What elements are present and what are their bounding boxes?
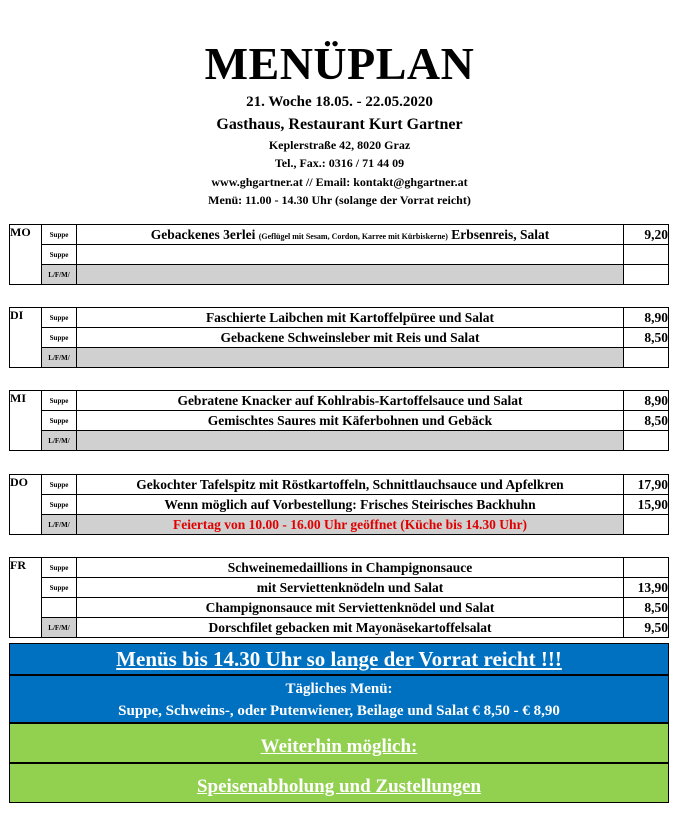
row-label: L/F/M/ <box>42 265 77 285</box>
page-title: MENÜPLAN <box>204 38 475 89</box>
day-table-fr <box>9 557 669 638</box>
dish-price <box>624 245 669 265</box>
table-row <box>10 225 669 245</box>
dish-price: 8,90 <box>624 308 669 328</box>
menu-notice-text: Menüs bis 14.30 Uhr so lange der Vorrat reicht !!! <box>116 647 562 671</box>
row-label: Suppe <box>42 308 77 328</box>
dish-description: Faschierte Laibchen mit Kartoffelpüree und Salat <box>77 308 624 328</box>
day-label: MO <box>10 225 42 285</box>
dish-price: 15,90 <box>624 495 669 515</box>
table-row <box>10 245 669 265</box>
table-row <box>10 411 669 431</box>
dish-price: 8,90 <box>624 391 669 411</box>
restaurant-name: Gasthaus, Restaurant Kurt Gartner <box>216 116 463 133</box>
dish-description: Gebackene Schweinsleber mit Reis und Salat <box>77 328 624 348</box>
table-row <box>10 265 669 285</box>
row-label: Suppe <box>42 225 77 245</box>
dish-price: 8,50 <box>624 411 669 431</box>
row-label: Suppe <box>42 558 77 578</box>
dish-price <box>624 431 669 451</box>
dish-price: 9,50 <box>624 618 669 638</box>
menu-notice-banner <box>9 643 669 675</box>
dish-price: 8,50 <box>624 598 669 618</box>
pickup-banner <box>9 763 669 803</box>
row-label: Suppe <box>42 245 77 265</box>
row-label: Suppe <box>42 495 77 515</box>
dish-description: Schweinemedaillions in Champignonsauce <box>77 558 624 578</box>
dish-price <box>624 515 669 535</box>
day-label: MI <box>10 391 42 451</box>
row-label: Suppe <box>42 391 77 411</box>
table-row <box>10 515 669 535</box>
dish-description: Dorschfilet gebacken mit Mayonäsekartoffelsalat <box>77 618 624 638</box>
dish-price: 8,50 <box>624 328 669 348</box>
web-email[interactable]: www.ghgartner.at // Email: kontakt@ghgartner.at <box>211 175 468 189</box>
day-label: DI <box>10 308 42 368</box>
table-row <box>10 308 669 328</box>
row-label: Suppe <box>42 475 77 495</box>
day-table-mi <box>9 390 669 451</box>
row-label <box>42 598 77 618</box>
phone: Tel., Fax.: 0316 / 71 44 09 <box>274 156 405 170</box>
dish-price <box>624 558 669 578</box>
holiday-notice: Feiertag von 10.00 - 16.00 Uhr geöffnet (Küche bis 14.30 Uhr) <box>77 515 624 535</box>
dish-description: Champignonsauce mit Serviettenknödel und Salat <box>77 598 624 618</box>
dish-description <box>77 431 624 451</box>
row-label: Suppe <box>42 328 77 348</box>
table-row <box>10 391 669 411</box>
dish-description: Gekochter Tafelspitz mit Röstkartoffeln, Schnittlauchsauce und Apfelkren <box>77 475 624 495</box>
dish-description <box>77 265 624 285</box>
dish-description: Wenn möglich auf Vorbestellung: Frisches Steirisches Backhuhn <box>77 495 624 515</box>
dish-price: 17,90 <box>624 475 669 495</box>
row-label: L/F/M/ <box>42 618 77 638</box>
dish-price <box>624 265 669 285</box>
dish-description <box>77 225 624 245</box>
possible-text: Weiterhin möglich: <box>260 736 418 757</box>
dish-main: Gebackenes 3erlei <box>150 226 256 242</box>
day-table-do <box>9 474 669 535</box>
address: Keplerstraße 42, 8020 Graz <box>268 138 411 152</box>
table-row <box>10 328 669 348</box>
table-row <box>10 598 669 618</box>
table-row <box>10 618 669 638</box>
dish-side: Erbsenreis, Salat <box>451 226 550 242</box>
dish-description: Gebratene Knacker auf Kohlrabis-Kartoffelsauce und Salat <box>77 391 624 411</box>
row-label: L/F/M/ <box>42 515 77 535</box>
opening-hours: Menü: 11.00 - 14.30 Uhr (solange der Vorrat reicht) <box>208 193 471 207</box>
dish-description <box>77 245 624 265</box>
dish-description: Gemischtes Saures mit Käferbohnen und Gebäck <box>77 411 624 431</box>
table-row <box>10 578 669 598</box>
table-row <box>10 495 669 515</box>
day-label: FR <box>10 558 42 638</box>
week-range: 21. Woche 18.05. - 22.05.2020 <box>246 94 433 110</box>
row-label: L/F/M/ <box>42 431 77 451</box>
day-table-di <box>9 307 669 368</box>
daily-menu-title: Tägliches Menü: <box>285 681 393 697</box>
row-label: L/F/M/ <box>42 348 77 368</box>
dish-description <box>77 348 624 368</box>
table-row <box>10 348 669 368</box>
daily-menu-banner <box>9 675 669 723</box>
table-row <box>10 475 669 495</box>
day-table-mo <box>9 224 669 285</box>
row-label: Suppe <box>42 578 77 598</box>
dish-price: 9,20 <box>624 225 669 245</box>
day-label: DO <box>10 475 42 535</box>
daily-menu-text: Suppe, Schweins-, oder Putenwiener, Beilage und Salat € 8,50 - € 8,90 <box>118 703 560 719</box>
table-row <box>10 558 669 578</box>
possible-banner <box>9 723 669 763</box>
dish-price <box>624 348 669 368</box>
table-row <box>10 431 669 451</box>
row-label: Suppe <box>42 411 77 431</box>
dish-price: 13,90 <box>624 578 669 598</box>
dish-description: mit Serviettenknödeln und Salat <box>77 578 624 598</box>
pickup-text: Speisenabholung und Zustellungen <box>196 776 482 797</box>
dish-note: (Geflügel mit Sesam, Cordon, Karree mit Kürbiskerne) <box>258 231 448 241</box>
